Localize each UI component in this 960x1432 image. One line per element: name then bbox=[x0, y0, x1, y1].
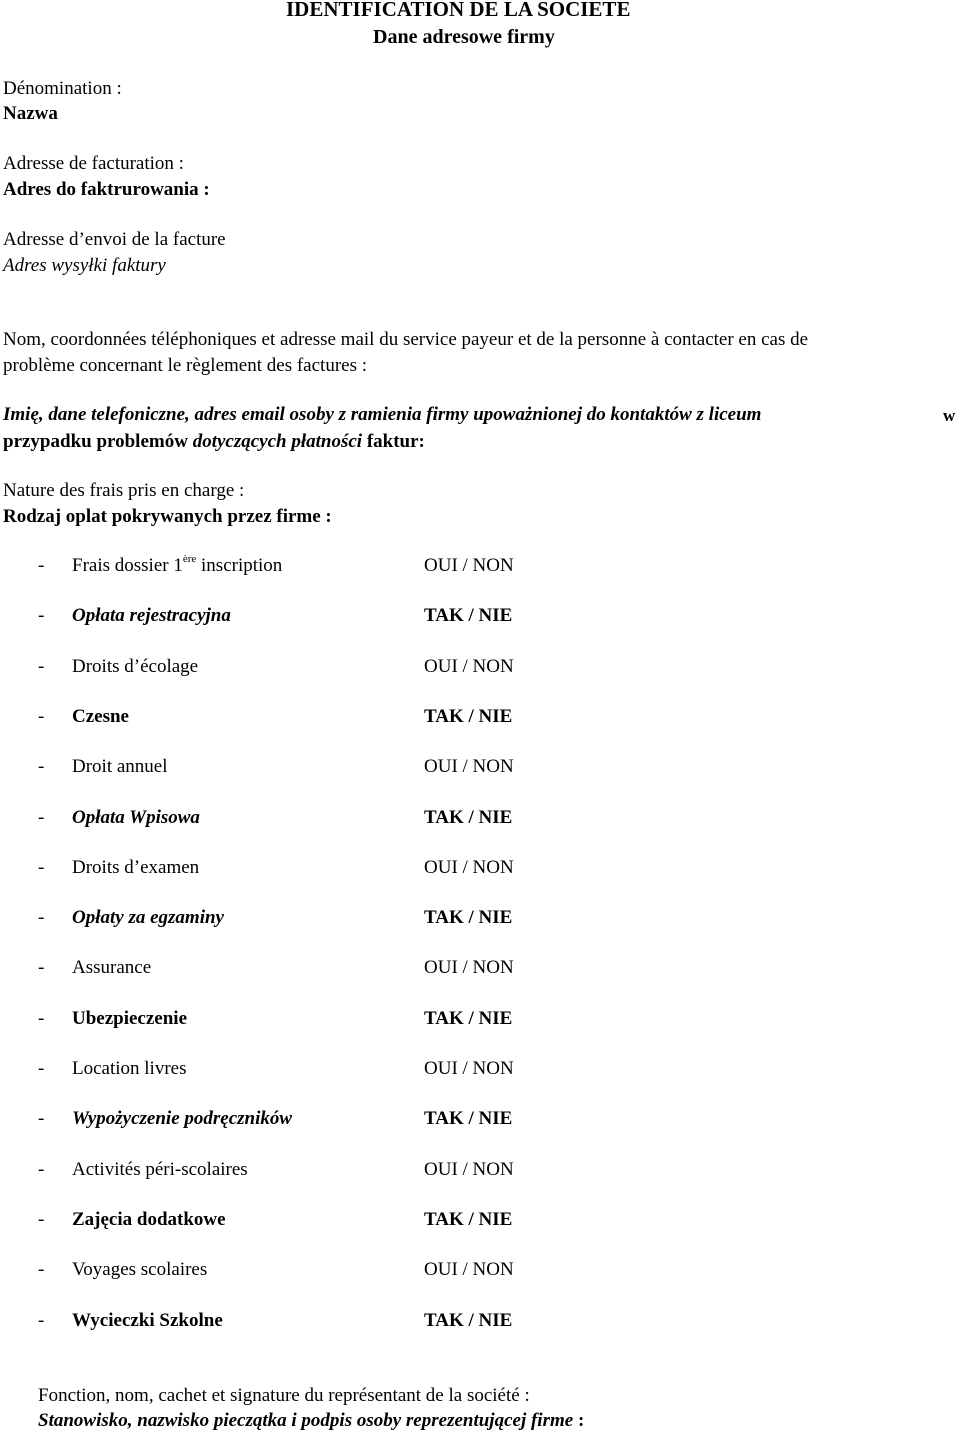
fee-row-dash: - bbox=[38, 1108, 45, 1129]
fee-row-dash: - bbox=[38, 656, 45, 677]
contact-paragraph-pl-line1-end: w bbox=[943, 406, 956, 425]
contact-pl-part-a: przypadku problemów bbox=[3, 431, 188, 452]
fee-row-value[interactable]: TAK / NIE bbox=[424, 706, 513, 727]
fee-row-dash: - bbox=[38, 605, 45, 626]
fee-row-label: Opłaty za egzaminy bbox=[72, 907, 224, 928]
denomination-label-pl: Nazwa bbox=[3, 103, 58, 124]
page-title: IDENTIFICATION DE LA SOCIETE bbox=[286, 0, 631, 21]
fee-row-value[interactable]: OUI / NON bbox=[424, 1159, 514, 1180]
fee-row-dash: - bbox=[38, 807, 45, 828]
contact-paragraph-pl-line1: Imię, dane telefoniczne, adres email osoby z ramienia firmy upoważnionej do kontaktów z liceum bbox=[3, 404, 762, 425]
fee-row-dash: - bbox=[38, 1159, 45, 1180]
contact-paragraph-fr-line2: problème concernant le règlement des factures : bbox=[3, 355, 367, 376]
billing-address-label-pl: Adres do faktrurowania : bbox=[3, 179, 210, 200]
fee-row-label: Assurance bbox=[72, 957, 152, 978]
contact-pl-part-b: dotyczących płatności bbox=[192, 431, 363, 452]
fees-heading-pl: Rodzaj oplat pokrywanych przez firme : bbox=[3, 506, 332, 527]
fee-row-dash: - bbox=[38, 555, 45, 576]
fee-row-dash: - bbox=[38, 1259, 45, 1280]
fee-row-value[interactable]: TAK / NIE bbox=[424, 605, 513, 626]
fee-row-dash: - bbox=[38, 1008, 45, 1029]
fee-row-value[interactable]: TAK / NIE bbox=[424, 907, 513, 928]
shipping-address-label-pl: Adres wysyłki faktury bbox=[3, 255, 166, 276]
contact-paragraph-fr-line1: Nom, coordonnées téléphoniques et adresse mail du service payeur et de la personne à contacter en cas de bbox=[3, 329, 809, 350]
signature-label-pl-line bbox=[38, 1411, 584, 1430]
fee-row-label: Zajęcia dodatkowe bbox=[72, 1209, 226, 1230]
fee-row-dash: - bbox=[38, 1209, 45, 1230]
fee-label-text: Frais dossier 1 bbox=[72, 555, 183, 576]
signature-label-pl: Stanowisko, nazwisko pieczątka i podpis osoby reprezentującej firme bbox=[38, 1410, 574, 1431]
fee-row-dash: - bbox=[38, 706, 45, 727]
fee-row-label: Location livres bbox=[72, 1058, 187, 1079]
fee-row-label: Wypożyczenie podręczników bbox=[72, 1108, 293, 1129]
fee-row-dash: - bbox=[38, 1058, 45, 1079]
fee-row-value[interactable]: OUI / NON bbox=[424, 857, 514, 878]
fee-row-label: Droits d’examen bbox=[72, 857, 200, 878]
fee-row-label: Droits d’écolage bbox=[72, 656, 199, 677]
fee-row-value[interactable]: OUI / NON bbox=[424, 555, 514, 576]
shipping-address-label-fr: Adresse d’envoi de la facture bbox=[3, 229, 226, 250]
fees-heading-fr: Nature des frais pris en charge : bbox=[3, 480, 245, 501]
fee-row-value[interactable]: TAK / NIE bbox=[424, 1108, 513, 1129]
contact-pl-part-c: faktur: bbox=[366, 431, 425, 452]
fee-row-label: Droit annuel bbox=[72, 756, 168, 777]
fee-row-label: Voyages scolaires bbox=[72, 1259, 208, 1280]
fee-label-superscript: ère bbox=[182, 553, 197, 565]
fee-row-label bbox=[72, 553, 283, 576]
fee-row-label: Activités péri-scolaires bbox=[72, 1159, 248, 1180]
fee-row-dash: - bbox=[38, 857, 45, 878]
fee-row-label: Wycieczki Szkolne bbox=[72, 1310, 223, 1331]
fee-row-label: Czesne bbox=[72, 706, 129, 727]
fee-row-value[interactable]: TAK / NIE bbox=[424, 1209, 513, 1230]
fee-row-dash: - bbox=[38, 1310, 45, 1331]
fee-row-dash: - bbox=[38, 907, 45, 928]
billing-address-label-fr: Adresse de facturation : bbox=[3, 153, 184, 174]
fee-row-value[interactable]: OUI / NON bbox=[424, 1058, 514, 1079]
fee-row-value[interactable]: OUI / NON bbox=[424, 756, 514, 777]
fee-row-label: Opłata rejestracyjna bbox=[72, 605, 231, 626]
signature-label-fr: Fonction, nom, cachet et signature du représentant de la société : bbox=[38, 1385, 530, 1406]
fee-row-value[interactable]: TAK / NIE bbox=[424, 1008, 513, 1029]
denomination-label-fr: Dénomination : bbox=[3, 78, 122, 99]
fee-row-value[interactable]: TAK / NIE bbox=[424, 807, 513, 828]
fee-row-value[interactable]: OUI / NON bbox=[424, 957, 514, 978]
fee-row-dash: - bbox=[38, 756, 45, 777]
fee-row-label: Opłata Wpisowa bbox=[72, 807, 200, 828]
fee-row-value[interactable]: OUI / NON bbox=[424, 1259, 514, 1280]
fee-row-value[interactable]: OUI / NON bbox=[424, 656, 514, 677]
contact-paragraph-pl-line2 bbox=[3, 432, 425, 451]
fee-row-dash: - bbox=[38, 957, 45, 978]
fee-label-suffix: inscription bbox=[196, 555, 283, 576]
fee-row-value[interactable]: TAK / NIE bbox=[424, 1310, 513, 1331]
page-subtitle: Dane adresowe firmy bbox=[373, 26, 555, 48]
fee-row-label: Ubezpieczenie bbox=[72, 1008, 188, 1029]
signature-label-pl-end: : bbox=[577, 1410, 585, 1431]
